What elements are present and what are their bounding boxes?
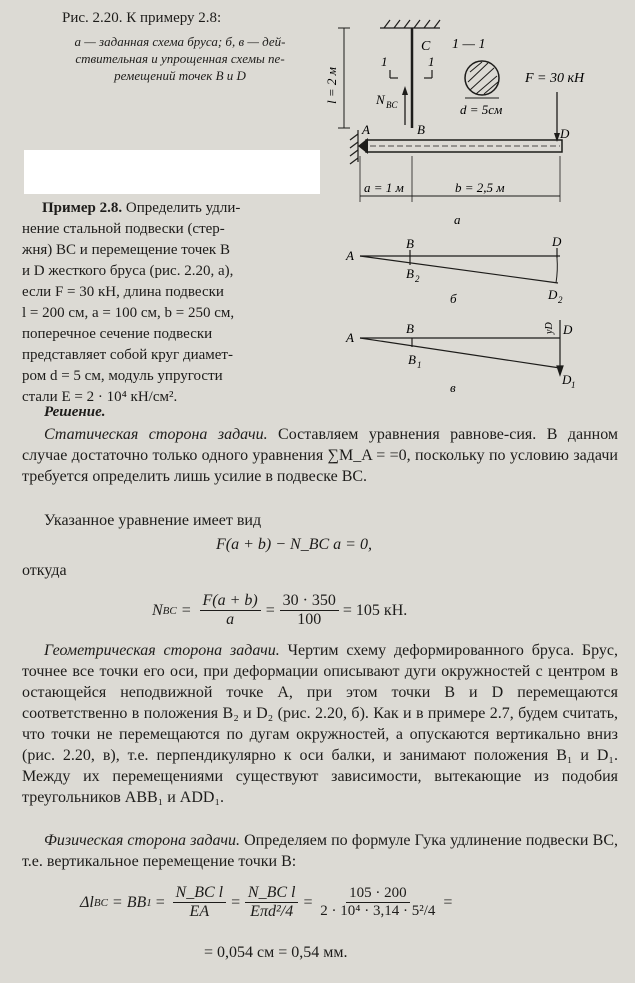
ceiling-support	[380, 20, 440, 28]
caption-line: ремещений точек B и D	[114, 68, 246, 83]
scheme-c	[360, 320, 563, 375]
label-c: C	[421, 39, 431, 54]
scheme-b	[360, 248, 560, 283]
fraction-numerator: 30 · 350	[280, 592, 339, 611]
eq-lhs-sub: BC	[93, 896, 108, 909]
fraction	[317, 885, 438, 920]
fraction	[173, 884, 227, 921]
fraction-numerator: F(a + b)	[200, 592, 261, 611]
wall-support	[350, 130, 358, 164]
label-length: l = 2 м	[324, 67, 339, 104]
fraction	[200, 592, 261, 629]
fraction-denominator: EA	[189, 903, 210, 920]
solution-heading: Решение.	[44, 404, 106, 420]
label-section-mark: 1	[428, 54, 435, 69]
equation-equilibrium: F(a + b) − N_BC a = 0,	[216, 536, 372, 553]
paragraph-lead: Физическая сторона задачи.	[44, 832, 240, 849]
label-b1: B	[408, 352, 416, 367]
label-nbc: N	[376, 92, 385, 107]
label-nbc-sub: BC	[386, 100, 398, 110]
paragraph-text: Составляем уравнения равнове-сия. В данном случае достаточно только одного уравнения ∑M_A = =0, поскольку по условию задачи требуется определить лишь усилие в подвеске BC.	[22, 426, 619, 485]
label-b-point: B	[406, 321, 414, 336]
paragraph-text: Чертим схему деформированного бруса. Брус, точнее все точки его оси, при деформации описывают дуги окружностей с центром в остающейся неподвижной точке A, при этом точки B и D перемещаются соответственно в положения B₂ и D₂ (рис. 2.20, б). Как и в примере 2.7, будем считать, что точки не перемещаются по дугам окружностей, а опускаются вертикально вниз (рис. 2.20, в), т.е. перпендикулярно к оси балки, и занимают положения B₁ и D₁. Между их перемещениями существуют зависимости, вытекающие из подобия треугольников ABB₁ и ADD₁.	[22, 642, 619, 806]
example-line: стали E = 2 · 10⁴ кН/см².	[22, 389, 178, 405]
paragraph-static	[22, 424, 618, 487]
label-scheme-b: б	[450, 291, 457, 306]
label-a-point: A	[362, 122, 370, 137]
otkuda-text: откуда	[22, 562, 67, 579]
eq-lhs: Δl	[80, 893, 94, 911]
label-b2: B	[406, 266, 414, 281]
label-d-point: D	[560, 126, 570, 141]
label-d-point: D	[563, 322, 573, 337]
label-b2-sub: 2	[415, 274, 420, 284]
example-line: и D жесткого бруса (рис. 2.20, а),	[22, 263, 234, 279]
fraction-denominator: a	[226, 611, 235, 628]
example-line: Определить удли-	[122, 200, 241, 216]
eq-final-result: = 0,054 см = 0,54 мм.	[204, 944, 348, 961]
fraction-numerator: N_BC l	[245, 884, 299, 903]
label-section: 1 — 1	[452, 37, 486, 52]
equation-nbc: N BC = $\frac{F(a + b)}{a}$ = $\frac{30 \cdot 350}{100}$ = 105 кН.	[152, 592, 408, 628]
label-yd: yD	[544, 322, 555, 334]
label-dim-a: a = 1 м	[364, 180, 404, 195]
example-heading: Пример 2.8.	[42, 200, 123, 216]
label-scheme-c: в	[450, 380, 456, 395]
equation-hooke: Δl BC = BB 1 = $\frac{\text{N\_BC l}}{EA}$ = $\frac{\text{N\_BC l}}{\text{Eπd²/4}}$ = $\frac{105 \cdot 200}{\text{2 · 10⁴ · 3,14 · 5²/4}}$ =	[80, 884, 454, 920]
fraction-numerator: 105 · 200	[346, 885, 410, 903]
eq-lhs-sub: BC	[162, 604, 177, 617]
label-dim-b: b = 2,5 м	[455, 180, 505, 195]
label-d1: D	[562, 372, 572, 387]
label-force: F = 30 кН	[525, 71, 585, 86]
caption-title: Рис. 2.20. К примеру 2.8:	[62, 10, 222, 26]
label-scheme-a: а	[454, 212, 461, 227]
label-d2: D	[548, 287, 558, 302]
example-statement	[22, 198, 322, 408]
label-d1-sub: 1	[571, 380, 576, 390]
example-line: нение стальной подвески (стер-	[22, 221, 225, 237]
fraction	[280, 592, 339, 629]
eq-bb: = BB	[111, 893, 147, 911]
example-line: поперечное сечение подвески	[22, 326, 213, 342]
label-b-point: B	[406, 236, 414, 251]
beam-diagram	[320, 0, 635, 400]
label-a-point: A	[346, 248, 354, 263]
eq-lhs: N	[152, 601, 163, 619]
fraction-denominator: Eπd²/4	[250, 903, 294, 920]
paragraph-physical	[22, 830, 618, 872]
eq-bb-sub: 1	[146, 896, 152, 909]
label-a-point: A	[346, 330, 354, 345]
fraction	[245, 884, 299, 921]
paragraph-lead: Геометрическая сторона задачи.	[44, 642, 280, 659]
example-line: жня) BC и перемещение точек B	[22, 242, 230, 258]
paragraph-lead: Статическая сторона задачи.	[44, 426, 268, 443]
blank-patch	[24, 150, 320, 194]
eq-result: = 105 кН.	[342, 601, 408, 619]
fraction-denominator: 100	[297, 611, 322, 628]
label-d2-sub: 2	[558, 295, 563, 305]
caption-line: ствительная и упрощенная схемы пе-	[75, 51, 285, 66]
label-b-point: B	[417, 122, 425, 137]
paragraph-intro: Указанное уравнение имеет вид	[44, 512, 262, 529]
paragraph-geometric	[22, 640, 618, 808]
label-d-point: D	[552, 234, 562, 249]
example-line: если F = 30 кН, длина подвески	[22, 284, 224, 300]
example-line: представляет собой круг диамет-	[22, 347, 233, 363]
example-line: l = 200 см, a = 100 см, b = 250 см,	[22, 305, 235, 321]
paragraph-text: Определяем по формуле Гука удлинение подвески BC, т.е. вертикальное перемещение точки B:	[22, 832, 618, 870]
label-diameter: d = 5см	[460, 102, 503, 117]
figure-caption	[30, 10, 330, 84]
label-section-mark: 1	[381, 54, 388, 69]
example-line: ром d = 5 см, модуль упругости	[22, 368, 223, 384]
fraction-numerator: N_BC l	[173, 884, 227, 903]
fraction-denominator: 2 · 10⁴ · 3,14 · 5²/4	[320, 903, 436, 919]
caption-line: а — заданная схема бруса; б, в — дей-	[74, 34, 286, 49]
label-b1-sub: 1	[417, 360, 422, 370]
